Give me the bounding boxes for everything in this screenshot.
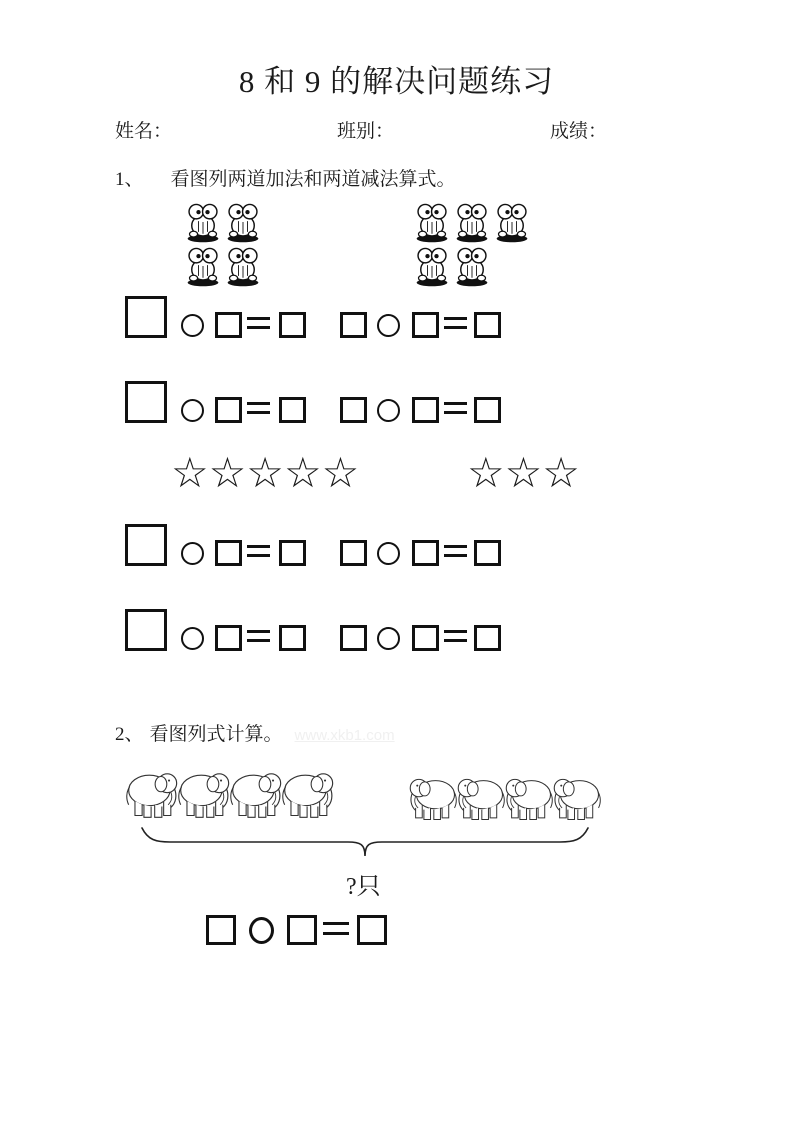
question2-equation [206, 911, 387, 945]
question-count-label: ?只 [346, 874, 381, 900]
operator-circle[interactable] [181, 627, 204, 650]
elephant-icon [553, 768, 601, 828]
question1-number: 1、 [115, 169, 144, 190]
name-label: 姓名： [115, 121, 173, 142]
equals-sign [444, 317, 467, 329]
equals-sign [323, 922, 349, 935]
answer-box[interactable] [412, 625, 439, 651]
elephant-group-right [409, 768, 601, 828]
equation-left [125, 381, 306, 423]
equation-row [125, 381, 501, 423]
answer-box-large[interactable] [125, 381, 167, 423]
result-box[interactable] [474, 397, 501, 423]
equation-left [125, 296, 306, 338]
equals-sign [444, 545, 467, 557]
equation-left [125, 609, 306, 651]
underbrace [140, 826, 590, 858]
answer-box-large[interactable] [125, 524, 167, 566]
equation-row [125, 296, 501, 338]
answer-box[interactable] [412, 397, 439, 423]
operator-circle[interactable] [377, 627, 400, 650]
question2-prompt [115, 719, 395, 746]
equals-sign [247, 630, 270, 642]
watermark-text: www.xkb1.com [294, 727, 395, 744]
result-box[interactable] [279, 540, 306, 566]
equals-sign [247, 402, 270, 414]
elephant-icon [282, 762, 334, 826]
operator-circle[interactable] [181, 542, 204, 565]
result-box[interactable] [357, 915, 387, 945]
answer-box[interactable] [412, 312, 439, 338]
answer-box[interactable] [340, 625, 367, 651]
elephant-icon [126, 762, 178, 826]
star-group-left: ☆☆☆☆☆ [171, 448, 360, 497]
equation-right [340, 381, 501, 423]
answer-box[interactable] [340, 540, 367, 566]
question1-equations [125, 0, 505, 700]
operator-circle[interactable] [377, 542, 400, 565]
result-box[interactable] [474, 625, 501, 651]
equals-sign [444, 402, 467, 414]
operator-circle[interactable] [249, 917, 274, 944]
question2-text: 看图列式计算。 [149, 724, 283, 745]
equals-sign [444, 630, 467, 642]
star-group-right: ☆☆☆ [467, 448, 580, 497]
equation-row [125, 524, 501, 566]
operator-circle[interactable] [181, 399, 204, 422]
elephant-icon [178, 762, 230, 826]
result-box[interactable] [474, 540, 501, 566]
operator-circle[interactable] [377, 314, 400, 337]
answer-box[interactable] [215, 540, 242, 566]
answer-box[interactable] [412, 540, 439, 566]
answer-box-large[interactable] [125, 296, 167, 338]
equation-row [125, 609, 501, 651]
elephant-icon [457, 768, 505, 828]
result-box[interactable] [279, 625, 306, 651]
answer-box[interactable] [340, 312, 367, 338]
answer-box[interactable] [340, 397, 367, 423]
question2-number: 2、 [115, 724, 144, 745]
equals-sign [247, 545, 270, 557]
equals-sign [247, 317, 270, 329]
elephant-group-left [126, 762, 334, 826]
answer-box[interactable] [215, 625, 242, 651]
elephant-icon [409, 768, 457, 828]
result-box[interactable] [474, 312, 501, 338]
page-title: 8 和 9 的解决问题练习 [238, 64, 555, 99]
answer-box[interactable] [287, 915, 317, 945]
elephant-icon [505, 768, 553, 828]
answer-box[interactable] [206, 915, 236, 945]
equation-right [340, 609, 501, 651]
equation-left [125, 524, 306, 566]
equation-right [340, 296, 501, 338]
operator-circle[interactable] [377, 399, 400, 422]
score-label: 成绩： [550, 121, 608, 142]
result-box[interactable] [279, 397, 306, 423]
elephant-icon [230, 762, 282, 826]
answer-box[interactable] [215, 397, 242, 423]
result-box[interactable] [279, 312, 306, 338]
equation-right [340, 524, 501, 566]
answer-box-large[interactable] [125, 609, 167, 651]
class-label: 班别： [337, 121, 395, 142]
answer-box[interactable] [215, 312, 242, 338]
operator-circle[interactable] [181, 314, 204, 337]
question1-text: 看图列两道加法和两道减法算式。 [170, 169, 456, 190]
